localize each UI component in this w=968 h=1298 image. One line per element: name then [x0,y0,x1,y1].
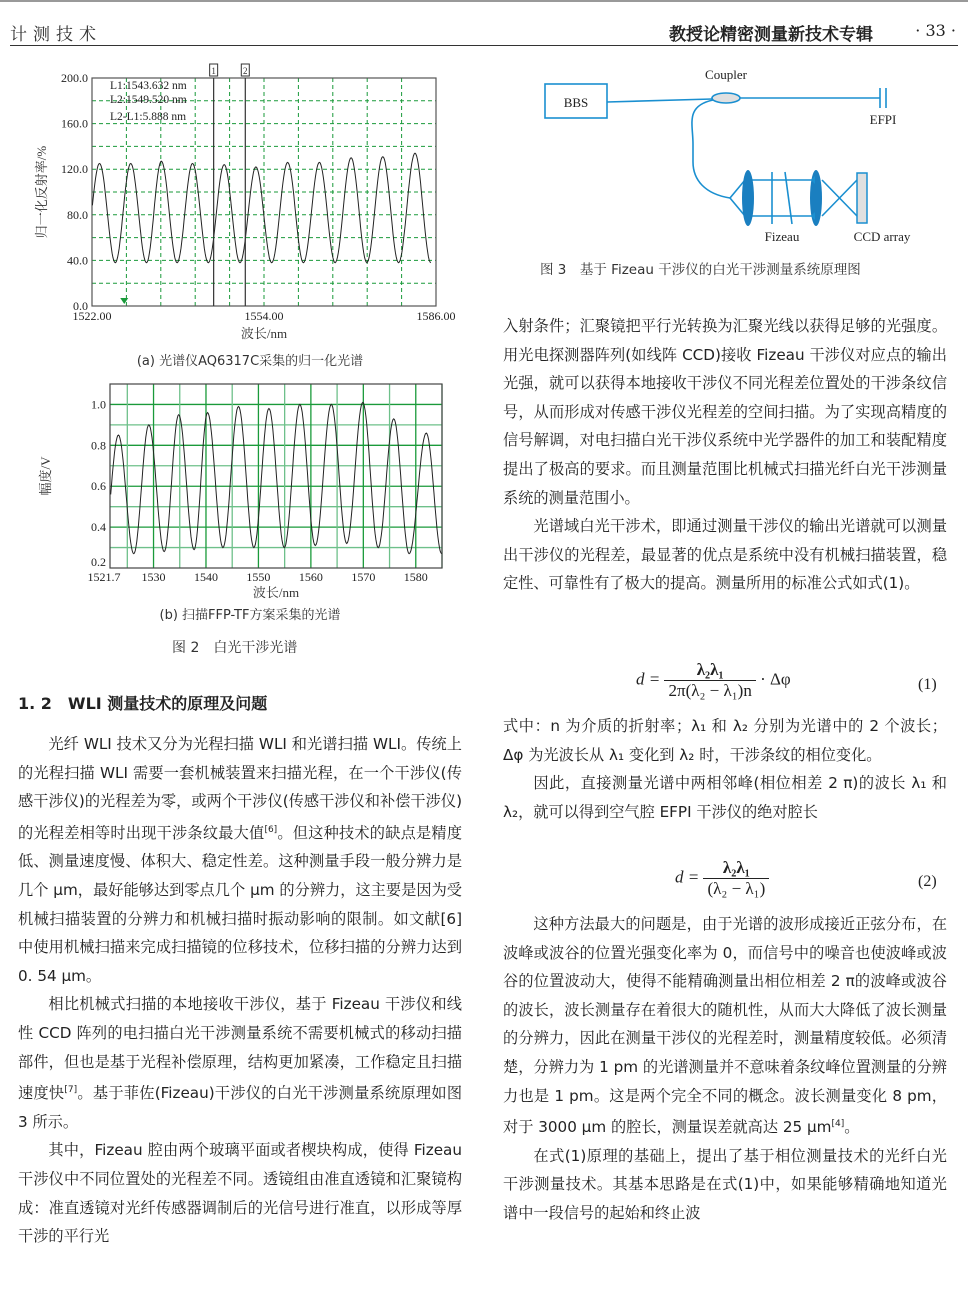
equation-2-number: (2) [918,873,937,890]
journal-name: 计测技术 [10,25,102,45]
y-axis-label: 归一化反射率/% [34,145,49,239]
label-bbs: BBS [563,95,589,110]
x-tick-label: 1586.00 [416,309,456,323]
y-tick-label: 0.0 [73,299,88,313]
section-heading: 1. 2 WLI 测量技术的原理及问题 [18,694,268,713]
figure-2-title: 图 2 白光干涉光谱 [172,640,298,656]
right-column-top [503,312,947,598]
marker-arrow-icon [120,298,128,304]
y-tick-label: 0.4 [91,520,106,535]
label-efpi: EFPI [869,112,897,127]
paragraph: 在式(1)原理的基础上，提出了基于相位测量技术的光纤白光干涉测量技术。其基本思路是在式(1)中，如果能够精确地知道光谱中一段信号的起始和终止波 [503,1146,947,1222]
figure-3-diagram [530,62,950,251]
annotation-diff: L2-L1:5.888 nm [110,111,187,123]
fiber-bbs-coupler [607,99,712,102]
collimating-lens-icon [742,170,754,226]
special-issue-title: 教授论精密测量新技术专辑 [669,25,873,45]
x-tick-label: 1540 [193,570,218,584]
figure-2b-caption: (b) 扫描FFP-TF方案采集的光谱 [159,608,341,623]
equation-2: d = $\frac{\text{λ₂λ₁}}{\text{(λ₂ − λ₁)}}$ [675,858,769,899]
coupler-icon [712,93,740,103]
paragraph: 相比机械式扫描的本地接收干涉仪，基于 Fizeau 干涉仪和线性 CCD 阵列的电扫描白光干涉测量系统不需要机械式的移动扫描部件，但也是基于光程补偿原理，结构更加紧凑，工作稳定且扫描速度快[7]。基于菲佐(Fizeau)干涉仪的白光干涉测量系统原理如图 3 所示。 [18,995,463,1131]
paragraph: 光谱域白光干涉术，即通过测量干涉仪的输出光谱就可以测量出干涉仪的光程差，最显著的优点是系统中没有机械扫描装置，稳定性、可靠性有了极大的提高。测量所用的标准公式如式(1)。 [503,517,947,593]
left-column [18,730,462,1251]
figure-3-caption: 图 3 基于 Fizeau 干涉仪的白光干涉测量系统原理图 [540,262,861,278]
citation: [4] [831,1119,845,1130]
top-border [0,0,968,2]
paragraph: 其中，Fizeau 腔由两个玻璃平面或者楔块构成，使得 Fizeau 干涉仪中不同位置处的光程差不同。透镜组由准直透镜和汇聚镜构成：准直透镜对光纤传感器调制后的光信号进行准直，以形成等厚干涉的平行光 [18,1141,462,1246]
y-tick-label: 40.0 [67,253,88,268]
paragraph: 式中：n 为介质的折射率；λ₁ 和 λ₂ 分别为光谱中的 2 个波长；Δφ 为光波长从 λ₁ 变化到 λ₂ 时，干涉条纹的相位变化。 [503,717,947,764]
equation-1-number: (1) [918,676,937,693]
x-axis-label: 波长/nm [252,585,300,600]
chart-2b [30,376,450,601]
label-ccd: CCD array [853,229,911,244]
label-fizeau: Fizeau [764,229,800,244]
citation: [6] [264,824,278,835]
paragraph: 光纤 WLI 技术又分为光程扫描 WLI 和光谱扫描 WLI。传统上的光程扫描 WLI 需要一套机械装置来扫描光程，在一个干涉仪(传感干涉仪)的光程差为零，或两个干涉仪(传感干涉仪和补偿干涉仪)的光程差相等时出现干涉条纹最大值[6]。但这种技术的缺点是精度低、测量速度慢、体积大、稳定性差。这种测量手段一般分辨力是几个 μm，最好能够达到零点几个 μm 的分辨力，这主要是因为受机械扫描装置的分辨力和机械扫描时振动影响的限制。如文献[6]中使用机械扫描来完成扫描镜的位移技术，位移扫描的分辨力达到 0. 54 μm。 [18,735,463,985]
annotation-l1: L1:1543.632 nm [110,80,187,92]
right-column-bottom [503,910,947,1228]
cursor-label-2: 2 [243,66,248,76]
figure-2b [30,376,450,605]
annotation-l2: L2:1549.520 nm [110,94,187,106]
paragraph: 这种方法最大的问题是，由于光谱的波形成接近正弦分布，在波峰或波谷的位置光强变化率为 0，而信号中的噪音也使波峰或波谷的位置波动大，使得不能精确测量出相位相差 2 π的波峰或波谷的波长，波长测量存在着很大的随机性，从而大大降低了波长测量的分辨力，因此在测量干涉仪的光程差时，测量精度较低。必须清楚，分辨力为 1 pm 的光谱测量并不意味着条纹峰位置测量的分辨力也是 1 pm。这是两个完全不同的概念。波长测量变化 8 pm，对于 3000 μm 的腔长，测量误差就高达 25 μm[4]。 [503,915,947,1137]
y-tick-label: 0.6 [91,479,106,494]
figure-2a [30,62,456,341]
y-axis-label: 幅度/V [38,456,53,496]
x-tick-label: 1560 [298,570,323,584]
page-number: · 33 · [915,21,956,40]
x-tick-label: 1580 [403,570,428,584]
y-tick-label: 0.2 [91,555,106,569]
chart-2a [30,62,456,341]
citation: [7] [64,1085,78,1096]
equation-1: d = $\frac{\text{λ₂λ₁}}{\text{2π(λ₂ − λ₁)n}}$ · Δφ [636,660,791,700]
x-axis-label: 波长/nm [240,326,288,341]
paragraph: 因此，直接测量光谱中两相邻峰(相位相差 2 π)的波长 λ₁ 和 λ₂，就可以得到空气腔 EFPI 干涉仪的绝对腔长 [503,774,947,821]
y-tick-label: 160.0 [61,116,88,131]
ccd-array-icon [857,173,867,223]
y-tick-label: 200.0 [61,71,88,85]
x-tick-label: 1550 [246,570,271,584]
cursor-label-1: 1 [211,66,216,76]
y-tick-label: 0.8 [91,438,106,453]
right-column-mid [503,712,947,826]
fiber-to-fizeau [692,100,730,198]
y-tick-label: 120.0 [61,162,88,177]
x-tick-label: 1554.00 [244,309,284,323]
header-rule [10,45,958,46]
x-tick-label: 1570 [351,570,376,584]
paragraph: 入射条件；汇聚镜把平行光转换为汇聚光线以获得足够的光强度。用光电探测器阵列(如线阵 CCD)接收 Fizeau 干涉仪对应点的输出光强，就可以获得本地接收干涉仪不同光程差位置处的干涉条纹信号，从而形成对传感干涉仪光程差的空间扫描。为了实现高精度的信号解调，对电扫描白光干涉仪系统中光学器件的加工和装配精度提出了极高的要求。而且测量范围比机械式扫描光纤白光干涉测量系统的测量范围小。 [503,317,947,507]
x-tick-label: 1521.7 [87,570,121,584]
label-coupler: Coupler [705,67,747,82]
fizeau-diagram [530,62,950,247]
figure-2a-caption: (a) 光谱仪AQ6317C采集的归一化光谱 [136,354,364,369]
focusing-lens-icon [810,170,822,226]
x-tick-label: 1530 [141,570,166,584]
x-tick-label: 1522.00 [72,309,112,323]
y-tick-label: 1.0 [91,397,106,412]
y-tick-label: 80.0 [67,207,88,222]
